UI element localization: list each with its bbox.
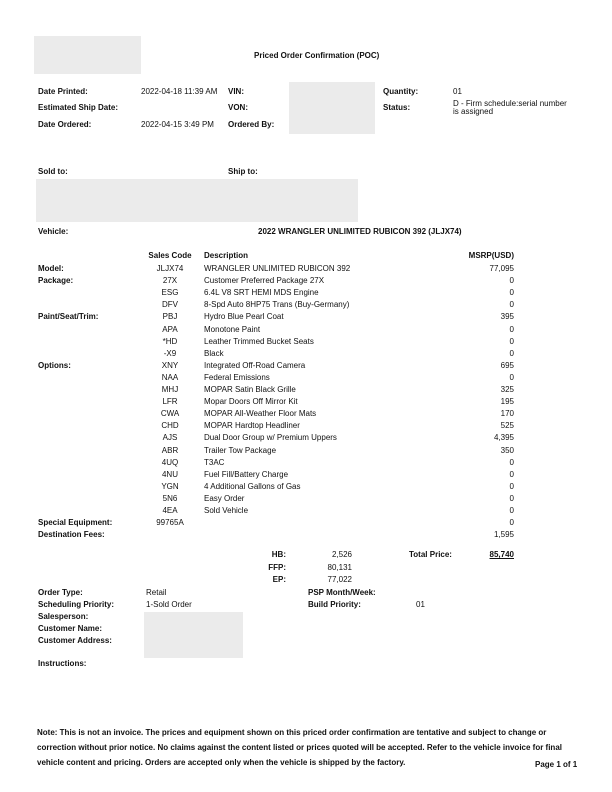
instructions-label: Instructions: — [38, 659, 87, 668]
row-section-label: Special Equipment: — [38, 518, 113, 528]
ffp-label: FFP: — [268, 563, 286, 572]
quantity-label: Quantity: — [383, 87, 419, 96]
row-sales-code: DFV — [162, 300, 178, 310]
date-printed-value: 2022-04-18 11:39 AM — [141, 87, 218, 96]
row-sales-code: ESG — [161, 288, 179, 298]
row-description: Sold Vehicle — [204, 506, 249, 515]
disclaimer-note: Note: This is not an invoice. The prices and equipment shown on this priced order confirmation are tentative and subject to change or correction without prior notice. No claims against the content listed or prices quoted will be accepted. Refer to the vehicle invoice for final vehicle content and pricing. Orders are accepted only when the vehicle is shipped by the factory. — [37, 728, 562, 767]
row-msrp: 525 — [500, 421, 514, 431]
row-sales-code: CWA — [160, 409, 180, 419]
row-sales-code: 4EA — [162, 506, 178, 515]
row-description: Fuel Fill/Battery Charge — [204, 469, 289, 479]
row-description: Mopar Doors Off Mirror Kit — [204, 397, 298, 407]
row-description: Black — [204, 348, 224, 358]
row-sales-code: AJS — [162, 433, 178, 443]
description-header: Description — [204, 251, 249, 260]
salesperson-label: Salesperson: — [38, 612, 89, 621]
row-description: Customer Preferred Package 27X — [204, 276, 325, 286]
build-priority-value: 01 — [416, 600, 425, 609]
row-sales-code: LFR — [162, 397, 178, 407]
row-msrp: 1,595 — [493, 530, 514, 540]
row-msrp: 0 — [509, 336, 514, 346]
row-sales-code: ABR — [161, 445, 179, 455]
row-description: MOPAR Satin Black Grille — [204, 385, 296, 394]
row-msrp: 0 — [509, 481, 514, 491]
row-sales-code: APA — [162, 324, 178, 334]
row-description: 6.4L V8 SRT HEMI MDS Engine — [204, 288, 319, 298]
row-msrp: 0 — [509, 324, 514, 334]
sold-to-label: Sold to: — [38, 167, 68, 176]
row-msrp: 0 — [509, 469, 514, 479]
row-description: MOPAR Hardtop Headliner — [204, 421, 300, 431]
row-section-label: Destination Fees: — [38, 530, 105, 540]
scheduling-priority-value: 1-Sold Order — [146, 600, 192, 609]
row-description: Monotone Paint — [204, 324, 261, 334]
ship-to-label: Ship to: — [228, 167, 258, 176]
quantity-value: 01 — [453, 87, 462, 96]
vehicle-name: 2022 WRANGLER UNLIMITED RUBICON 392 (JLJX74) — [258, 227, 462, 236]
row-sales-code: MHJ — [161, 385, 179, 394]
row-description: 8-Spd Auto 8HP75 Trans (Buy-Germany) — [204, 300, 350, 310]
total-price-value: 85,740 — [489, 550, 514, 559]
scheduling-priority-label: Scheduling Priority: — [38, 600, 115, 609]
build-priority-label: Build Priority: — [308, 600, 361, 609]
row-msrp: 0 — [509, 372, 514, 382]
date-ordered-value: 2022-04-15 3:49 PM — [141, 120, 214, 129]
customer-address-label: Customer Address: — [38, 636, 112, 645]
total-price-label: Total Price: — [409, 550, 452, 559]
row-sales-code: 27X — [162, 276, 178, 286]
estimated-ship-date-label: Estimated Ship Date: — [38, 103, 119, 112]
row-msrp: 0 — [509, 300, 514, 310]
row-sales-code: YGN — [161, 481, 179, 491]
redacted-address-block — [36, 179, 358, 222]
ep-label: EP: — [272, 575, 286, 584]
vin-label: VIN: — [228, 87, 244, 96]
sales-code-header: Sales Code — [148, 251, 192, 260]
row-msrp: 0 — [509, 493, 514, 503]
row-description: T3AC — [204, 457, 225, 467]
ep-value: 77,022 — [327, 575, 352, 584]
customer-name-label: Customer Name: — [38, 624, 103, 633]
hb-value: 2,526 — [331, 550, 352, 559]
order-type-value: Retail — [146, 588, 167, 597]
row-msrp: 4,395 — [493, 433, 514, 443]
row-msrp: 325 — [500, 385, 514, 394]
row-sales-code: 5N6 — [162, 493, 178, 503]
row-sales-code: 4UQ — [161, 457, 179, 467]
row-msrp: 350 — [500, 445, 514, 455]
row-msrp: 0 — [509, 457, 514, 467]
status-label: Status: — [383, 103, 411, 112]
row-sales-code: CHD — [161, 421, 179, 431]
row-sales-code: NAA — [161, 372, 179, 382]
redacted-logo — [34, 36, 141, 74]
row-sales-code: -X9 — [163, 348, 177, 358]
row-description: Trailer Tow Package — [204, 445, 277, 455]
row-description: Leather Trimmed Bucket Seats — [204, 336, 314, 346]
row-msrp: 0 — [509, 288, 514, 298]
row-msrp: 195 — [500, 397, 514, 407]
row-description: WRANGLER UNLIMITED RUBICON 392 — [204, 264, 351, 273]
row-sales-code: 4NU — [161, 469, 178, 479]
row-description: 4 Additional Gallons of Gas — [204, 481, 301, 491]
row-description: MOPAR All-Weather Floor Mats — [204, 409, 317, 419]
page-title: Priced Order Confirmation (POC) — [254, 51, 380, 60]
row-msrp: 77,095 — [489, 264, 514, 273]
row-msrp: 695 — [500, 360, 514, 370]
status-value-line1: D - Firm schedule:serial number — [453, 99, 567, 108]
row-description: Federal Emissions — [204, 372, 270, 382]
ordered-by-label: Ordered By: — [228, 120, 275, 129]
msrp-header: MSRP(USD) — [468, 251, 514, 260]
redacted-vin-block — [289, 82, 375, 134]
row-description: Integrated Off-Road Camera — [204, 360, 306, 370]
row-sales-code: JLJX74 — [156, 264, 184, 273]
row-sales-code: XNY — [161, 360, 179, 370]
ffp-value: 80,131 — [327, 563, 352, 572]
vehicle-label: Vehicle: — [38, 227, 69, 236]
row-msrp: 0 — [509, 518, 514, 528]
von-label: VON: — [228, 103, 248, 112]
row-section-label: Paint/Seat/Trim: — [38, 312, 99, 322]
row-msrp: 170 — [500, 409, 514, 419]
order-type-label: Order Type: — [38, 588, 83, 597]
page-number: Page 1 of 1 — [535, 760, 578, 769]
date-ordered-label: Date Ordered: — [38, 120, 92, 129]
hb-label: HB: — [271, 550, 286, 559]
redacted-customer-block — [144, 612, 243, 658]
date-printed-label: Date Printed: — [38, 87, 88, 96]
row-description: Hydro Blue Pearl Coat — [204, 312, 284, 322]
row-description: Dual Door Group w/ Premium Uppers — [204, 433, 337, 443]
psp-month-week-label: PSP Month/Week: — [308, 588, 376, 597]
row-description: Easy Order — [204, 493, 245, 503]
row-section-label: Model: — [38, 264, 64, 273]
row-section-label: Options: — [38, 360, 71, 370]
row-msrp: 0 — [509, 506, 514, 515]
row-sales-code: *HD — [162, 336, 178, 346]
row-msrp: 395 — [500, 312, 514, 322]
row-section-label: Package: — [38, 276, 74, 286]
row-msrp: 0 — [509, 348, 514, 358]
row-sales-code: 99765A — [156, 518, 184, 528]
status-value-line2: is assigned — [453, 107, 494, 116]
row-sales-code: PBJ — [162, 312, 178, 322]
row-msrp: 0 — [509, 276, 514, 286]
